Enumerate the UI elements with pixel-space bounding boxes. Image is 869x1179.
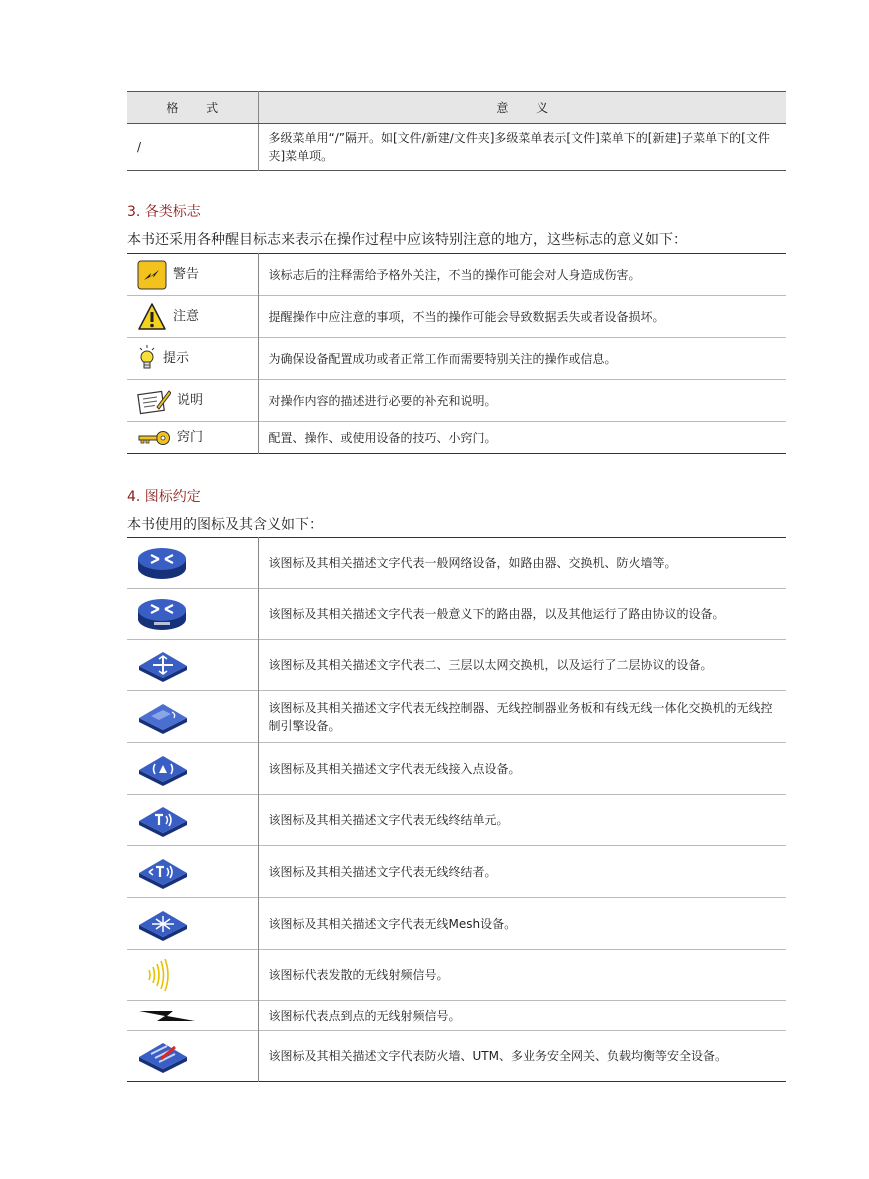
format-table-header bbox=[127, 92, 786, 124]
sign-label: 说明 bbox=[177, 392, 204, 408]
icon-row bbox=[127, 846, 786, 898]
icon-row bbox=[127, 538, 786, 589]
icon-desc: 该图标及其相关描述文字代表无线控制器、无线控制器业务板和有线无线一体化交换机的无线控制引擎设备。 bbox=[268, 700, 773, 733]
icon-desc: 该图标及其相关描述文字代表二、三层以太网交换机，以及运行了二层协议的设备。 bbox=[268, 658, 713, 672]
sign-desc: 该标志后的注释需给予格外关注，不当的操作可能会对人身造成伤害。 bbox=[268, 267, 641, 282]
icon-desc: 该图标代表点到点的无线射频信号。 bbox=[268, 1008, 461, 1023]
icon-row bbox=[127, 589, 786, 640]
icon-row bbox=[127, 1031, 786, 1082]
sign-row bbox=[127, 380, 786, 422]
icon-desc: 该图标及其相关描述文字代表无线终结单元。 bbox=[268, 813, 509, 827]
note-pencil-icon bbox=[137, 387, 171, 415]
switch-icon bbox=[137, 648, 189, 682]
sign-label: 提示 bbox=[163, 350, 190, 366]
network-device-icon bbox=[137, 546, 187, 580]
sign-label: 注意 bbox=[173, 308, 200, 324]
section3-intro: 本书还采用各种醒目标志来表示在操作过程中应该特别注意的地方，这些标志的意义如下： bbox=[127, 232, 687, 248]
sign-label: 警告 bbox=[173, 266, 200, 282]
sign-desc: 对操作内容的描述进行必要的补充和说明。 bbox=[268, 393, 497, 408]
sign-desc: 提醒操作中应注意的事项，不当的操作可能会导致数据丢失或者设备损坏。 bbox=[268, 309, 665, 324]
icon-row bbox=[127, 743, 786, 795]
firewall-icon bbox=[137, 1039, 189, 1073]
sign-row bbox=[127, 338, 786, 380]
icon-row bbox=[127, 795, 786, 846]
format-meaning: 多级菜单用“/”隔开。如[文件/新建/文件夹]多级菜单表示[文件]菜单下的[新建]子菜单下的[文件夹]菜单项。 bbox=[268, 131, 770, 163]
icon-row bbox=[127, 950, 786, 1001]
radio-signal-icon bbox=[137, 958, 177, 992]
icon-row bbox=[127, 691, 786, 743]
icon-desc: 该图标及其相关描述文字代表防火墙、UTM、多业务安全网关、负载均衡等安全设备。 bbox=[268, 1049, 727, 1063]
icon-row bbox=[127, 640, 786, 691]
icon-row bbox=[127, 898, 786, 950]
access-point-icon bbox=[137, 752, 189, 786]
caution-triangle-icon bbox=[137, 302, 167, 332]
icon-desc: 该图标及其相关描述文字代表一般意义下的路由器，以及其他运行了路由协议的设备。 bbox=[268, 607, 725, 621]
sign-label: 窍门 bbox=[177, 429, 204, 445]
sign-row bbox=[127, 296, 786, 338]
sign-desc: 为确保设备配置成功或者正常工作而需要特别关注的操作或信息。 bbox=[268, 351, 617, 366]
warning-lightning-icon bbox=[137, 260, 167, 290]
lightbulb-icon bbox=[137, 344, 157, 374]
icons-table bbox=[127, 537, 786, 1082]
router-icon bbox=[137, 597, 187, 631]
section4-intro: 本书使用的图标及其含义如下： bbox=[127, 517, 323, 533]
icon-desc: 该图标及其相关描述文字代表无线Mesh设备。 bbox=[268, 916, 517, 931]
header-format: 格 式 bbox=[127, 92, 258, 124]
wireless-controller-icon bbox=[137, 700, 189, 734]
sign-row bbox=[127, 254, 786, 296]
sign-row bbox=[127, 422, 786, 454]
icon-desc: 该图标及其相关描述文字代表一般网络设备，如路由器、交换机、防火墙等。 bbox=[268, 556, 677, 570]
wireless-terminator-unit-icon bbox=[137, 803, 189, 837]
format-table-row bbox=[127, 124, 786, 171]
icon-row bbox=[127, 1001, 786, 1031]
icon-desc: 该图标及其相关描述文字代表无线接入点设备。 bbox=[268, 761, 521, 776]
wireless-terminator-icon bbox=[137, 855, 189, 889]
mesh-device-icon bbox=[137, 907, 189, 941]
key-icon bbox=[137, 430, 171, 446]
icon-desc: 该图标代表发散的无线射频信号。 bbox=[268, 968, 449, 982]
section3-title: 3. 各类标志 bbox=[127, 204, 201, 220]
format-symbol: / bbox=[127, 124, 258, 171]
p2p-signal-icon bbox=[137, 1008, 197, 1024]
icon-desc: 该图标及其相关描述文字代表无线终结者。 bbox=[268, 864, 497, 879]
header-meaning: 意 义 bbox=[258, 92, 786, 124]
signs-table bbox=[127, 253, 786, 454]
format-table bbox=[127, 91, 786, 171]
section4-title: 4. 图标约定 bbox=[127, 489, 201, 505]
sign-desc: 配置、操作、或使用设备的技巧、小窍门。 bbox=[268, 430, 497, 445]
